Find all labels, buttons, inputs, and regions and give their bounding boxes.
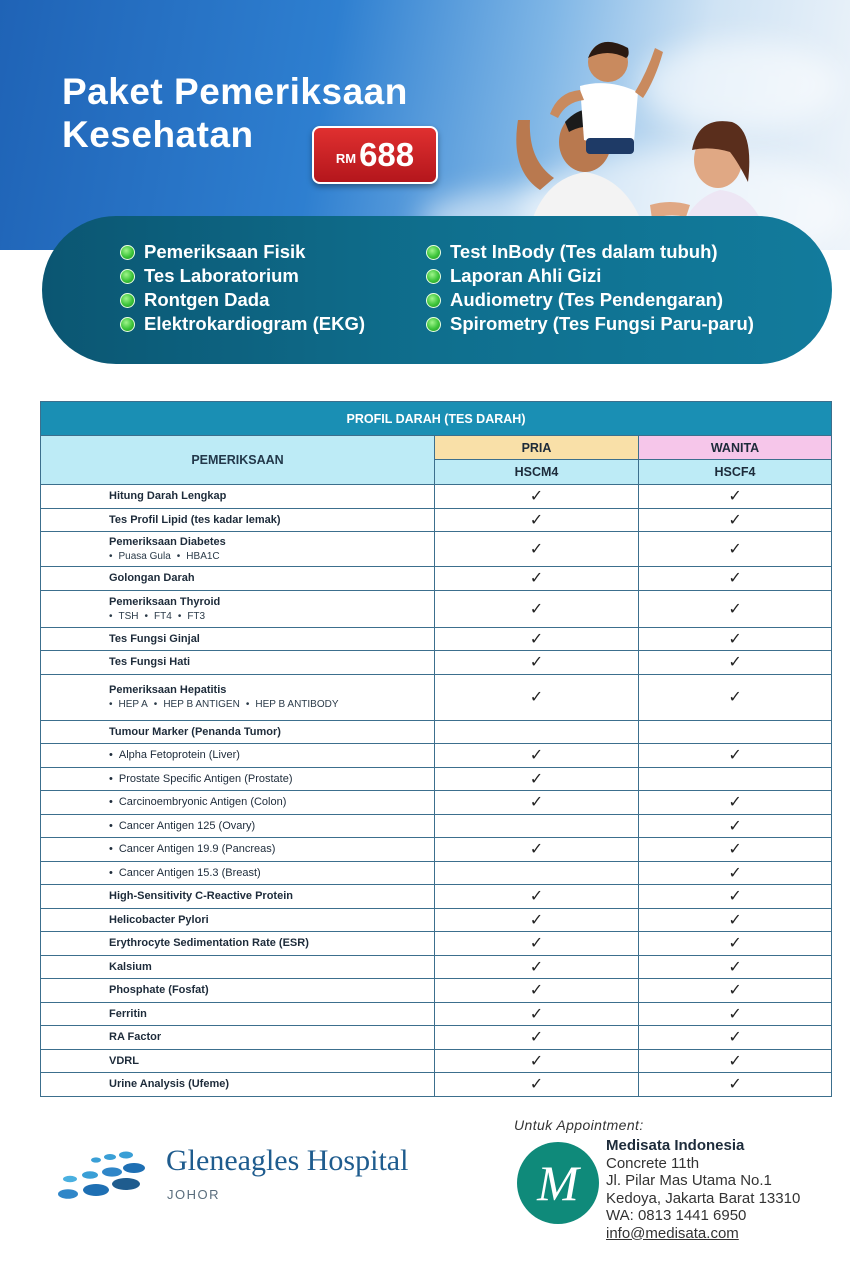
table-row	[41, 720, 832, 744]
check-icon: ✓	[728, 864, 742, 882]
exam-subitem: • HEP A	[109, 699, 148, 710]
table-row	[41, 932, 832, 956]
exam-subitem: • TSH	[109, 611, 139, 622]
exam-subitems	[109, 551, 434, 562]
wanita-check-cell	[639, 674, 832, 720]
check-icon: ✓	[529, 982, 544, 1000]
exam-name: Tes Profil Lipid (tes kadar lemak)	[109, 513, 281, 526]
pria-check-cell	[435, 1073, 639, 1097]
exam-name: • Alpha Fetoprotein (Liver)	[109, 749, 434, 761]
exam-name: Kalsium	[109, 960, 152, 973]
green-bullet-icon	[120, 317, 135, 332]
wanita-check-cell	[639, 651, 832, 675]
pria-check-cell	[435, 814, 639, 838]
check-icon: ✓	[529, 1029, 544, 1047]
column-header-pria: PRIA	[435, 436, 639, 460]
check-icon: ✓	[529, 541, 544, 558]
table-row	[41, 767, 832, 791]
benefit-item	[426, 288, 754, 312]
wanita-check-cell	[639, 508, 832, 532]
pria-check-cell	[435, 567, 639, 591]
exam-name-cell	[41, 744, 435, 768]
benefit-label: Pemeriksaan Fisik	[144, 241, 306, 262]
table-row	[41, 651, 832, 675]
check-icon: ✓	[728, 747, 742, 765]
check-icon: ✓	[728, 1076, 742, 1094]
title-line-2: Kesehatan	[62, 114, 254, 155]
check-icon: ✓	[529, 689, 544, 706]
benefit-item	[120, 312, 365, 336]
pria-check-cell	[435, 838, 639, 862]
hospital-location: JOHOR	[167, 1187, 220, 1202]
table-row	[41, 744, 832, 768]
exam-subitem: • HEP B ANTIGEN	[154, 699, 240, 710]
exam-name: Tumour Marker (Penanda Tumor)	[109, 725, 281, 738]
exam-name: Ferritin	[109, 1007, 147, 1020]
pria-check-cell	[435, 767, 639, 791]
exam-name: Helicobacter Pylori	[109, 913, 209, 926]
medisata-logo-icon	[517, 1142, 599, 1224]
exam-name: Tes Fungsi Hati	[109, 656, 191, 669]
check-icon: ✓	[728, 1005, 742, 1023]
wanita-check-cell	[639, 720, 832, 744]
exam-name-cell	[41, 767, 435, 791]
contact-block	[606, 1137, 800, 1242]
benefit-label: Test InBody (Tes dalam tubuh)	[450, 241, 718, 262]
check-icon: ✓	[529, 958, 544, 976]
price-currency: RM	[335, 150, 357, 166]
pria-check-cell	[435, 744, 639, 768]
exam-name-cell	[41, 791, 435, 815]
table-row	[41, 590, 832, 627]
green-bullet-icon	[120, 245, 135, 260]
price-amount: 688	[359, 136, 415, 173]
exam-name: • Carcinoembryonic Antigen (Colon)	[109, 796, 434, 808]
table-row	[41, 885, 832, 909]
table-row	[41, 627, 832, 651]
wanita-check-cell	[639, 932, 832, 956]
check-icon: ✓	[728, 630, 742, 648]
exam-name-cell	[41, 814, 435, 838]
check-icon: ✓	[529, 1005, 544, 1023]
wanita-check-cell	[639, 1073, 832, 1097]
check-icon: ✓	[728, 982, 742, 1000]
pria-check-cell	[435, 932, 639, 956]
table-row	[41, 1002, 832, 1026]
column-header-wanita: WANITA	[639, 436, 832, 460]
pria-check-cell	[435, 720, 639, 744]
check-icon: ✓	[728, 1029, 742, 1047]
exam-name-cell	[41, 532, 435, 567]
table-row	[41, 908, 832, 932]
benefit-item	[120, 264, 365, 288]
wanita-check-cell	[639, 532, 832, 567]
pria-check-cell	[435, 627, 639, 651]
check-icon: ✓	[728, 511, 742, 529]
table-row	[41, 955, 832, 979]
table-row	[41, 1026, 832, 1050]
check-icon: ✓	[728, 1052, 742, 1070]
benefit-label: Tes Laboratorium	[144, 265, 299, 286]
exam-name-cell	[41, 955, 435, 979]
pria-check-cell	[435, 885, 639, 909]
pria-check-cell	[435, 508, 639, 532]
check-icon: ✓	[529, 1076, 544, 1094]
table-row	[41, 674, 832, 720]
wanita-check-cell	[639, 791, 832, 815]
check-icon: ✓	[529, 911, 544, 929]
table-row	[41, 861, 832, 885]
pria-check-cell	[435, 791, 639, 815]
contact-address-1: Concrete 11th	[606, 1154, 700, 1172]
table-row	[41, 814, 832, 838]
check-icon: ✓	[529, 488, 544, 506]
green-bullet-icon	[426, 317, 441, 332]
check-icon: ✓	[728, 935, 742, 953]
check-icon: ✓	[728, 654, 742, 672]
table-row	[41, 485, 832, 509]
price-badge	[312, 126, 438, 184]
pria-check-cell	[435, 1026, 639, 1050]
pria-check-cell	[435, 532, 639, 567]
package-code-pria: HSCM4	[435, 460, 639, 485]
check-icon: ✓	[728, 794, 742, 812]
exam-name-cell	[41, 1073, 435, 1097]
exam-name: Urine Analysis (Ufeme)	[109, 1078, 230, 1091]
blood-profile-table	[40, 401, 832, 1097]
exam-subitems	[109, 611, 434, 622]
benefits-left-list	[120, 240, 365, 336]
pria-check-cell	[435, 590, 639, 627]
exam-name-cell	[41, 590, 435, 627]
exam-subitem: • FT4	[145, 611, 172, 622]
wanita-check-cell	[639, 885, 832, 909]
check-icon: ✓	[529, 600, 544, 618]
check-icon: ✓	[529, 570, 544, 588]
check-icon: ✓	[529, 654, 544, 672]
exam-name: Phosphate (Fosfat)	[109, 984, 209, 997]
green-bullet-icon	[426, 245, 441, 260]
benefit-label: Rontgen Dada	[144, 289, 270, 310]
exam-name-cell	[41, 1002, 435, 1026]
wanita-check-cell	[639, 767, 832, 791]
check-icon: ✓	[529, 511, 544, 529]
benefits-right-list	[426, 240, 754, 336]
exam-name: Golongan Darah	[109, 572, 195, 585]
pria-check-cell	[435, 674, 639, 720]
green-bullet-icon	[120, 293, 135, 308]
table-row	[41, 1049, 832, 1073]
exam-name: Tes Fungsi Ginjal	[109, 632, 200, 645]
benefit-item	[426, 312, 754, 336]
exam-subitem: • Puasa Gula	[109, 551, 171, 562]
check-icon: ✓	[529, 630, 544, 648]
benefit-item	[426, 264, 754, 288]
table-title: PROFIL DARAH (TES DARAH)	[41, 402, 832, 436]
exam-name-cell	[41, 651, 435, 675]
wanita-check-cell	[639, 838, 832, 862]
contact-phone: WA: 0813 1441 6950	[606, 1207, 747, 1224]
check-icon: ✓	[529, 1052, 544, 1070]
exam-name: • Cancer Antigen 19.9 (Pancreas)	[109, 843, 434, 855]
table-row	[41, 1073, 832, 1097]
check-icon: ✓	[728, 488, 742, 506]
exam-name-cell	[41, 508, 435, 532]
pria-check-cell	[435, 955, 639, 979]
check-icon: ✓	[728, 911, 742, 929]
wanita-check-cell	[639, 814, 832, 838]
exam-name-cell	[41, 861, 435, 885]
package-code-wanita: HSCF4	[639, 460, 832, 485]
exam-name-cell	[41, 627, 435, 651]
exam-name: Pemeriksaan Hepatitis	[109, 684, 227, 696]
wanita-check-cell	[639, 627, 832, 651]
table-row	[41, 838, 832, 862]
benefit-label: Elektrokardiogram (EKG)	[144, 313, 366, 334]
exam-name: • Prostate Specific Antigen (Prostate)	[109, 773, 434, 785]
check-icon: ✓	[529, 770, 544, 788]
wanita-check-cell	[639, 1026, 832, 1050]
wanita-check-cell	[639, 1049, 832, 1073]
pria-check-cell	[435, 485, 639, 509]
exam-name-cell	[41, 979, 435, 1003]
check-icon: ✓	[728, 689, 742, 706]
wanita-check-cell	[639, 744, 832, 768]
wanita-check-cell	[639, 1002, 832, 1026]
exam-name: Pemeriksaan Thyroid	[109, 595, 221, 608]
exam-subitem: • HEP B ANTIBODY	[246, 699, 339, 710]
pria-check-cell	[435, 651, 639, 675]
check-icon: ✓	[728, 958, 742, 976]
exam-name-cell	[41, 885, 435, 909]
exam-name-cell	[41, 485, 435, 509]
exam-name: • Cancer Antigen 15.3 (Breast)	[109, 867, 434, 879]
check-icon: ✓	[529, 794, 544, 812]
exam-subitems	[109, 699, 434, 710]
check-icon: ✓	[529, 888, 544, 906]
benefit-item	[426, 240, 754, 264]
table-row	[41, 979, 832, 1003]
exam-name-cell	[41, 908, 435, 932]
check-icon: ✓	[728, 541, 742, 558]
exam-name-cell	[41, 720, 435, 744]
contact-email-link[interactable]: info@medisata.com	[606, 1224, 739, 1242]
gleneagles-logo-icon	[52, 1148, 152, 1204]
wanita-check-cell	[639, 861, 832, 885]
green-bullet-icon	[120, 269, 135, 284]
check-icon: ✓	[529, 747, 544, 765]
exam-name: Pemeriksaan Diabetes	[109, 536, 226, 548]
exam-name: RA Factor	[109, 1031, 162, 1044]
benefit-item	[120, 288, 365, 312]
exam-subitem: • FT3	[178, 611, 205, 622]
green-bullet-icon	[426, 293, 441, 308]
green-bullet-icon	[426, 269, 441, 284]
wanita-check-cell	[639, 485, 832, 509]
exam-name-cell	[41, 1049, 435, 1073]
benefit-item	[120, 240, 365, 264]
exam-subitem: • HBA1C	[177, 551, 220, 562]
exam-name-cell	[41, 1026, 435, 1050]
wanita-check-cell	[639, 979, 832, 1003]
pria-check-cell	[435, 979, 639, 1003]
wanita-check-cell	[639, 590, 832, 627]
table-row	[41, 791, 832, 815]
exam-name-cell	[41, 567, 435, 591]
exam-name: • Cancer Antigen 125 (Ovary)	[109, 820, 434, 832]
check-icon: ✓	[529, 841, 544, 859]
table-row	[41, 567, 832, 591]
benefit-label: Audiometry (Tes Pendengaran)	[450, 289, 724, 310]
check-icon: ✓	[728, 817, 742, 835]
benefit-label: Laporan Ahli Gizi	[450, 265, 602, 286]
pria-check-cell	[435, 1002, 639, 1026]
exam-name-cell	[41, 932, 435, 956]
exam-name-cell	[41, 674, 435, 720]
exam-name: Hitung Darah Lengkap	[109, 490, 227, 503]
exam-name: VDRL	[109, 1054, 139, 1067]
benefit-label: Spirometry (Tes Fungsi Paru-paru)	[450, 313, 754, 334]
table-row	[41, 532, 832, 567]
contact-org: Medisata Indonesia	[606, 1137, 745, 1154]
appointment-label: Untuk Appointment:	[514, 1117, 644, 1133]
exam-name: Erythrocyte Sedimentation Rate (ESR)	[109, 937, 309, 950]
column-header-exam: PEMERIKSAAN	[41, 436, 435, 485]
wanita-check-cell	[639, 908, 832, 932]
wanita-check-cell	[639, 955, 832, 979]
table-title-row	[41, 402, 832, 436]
check-icon: ✓	[728, 570, 742, 588]
logo-letter: M	[537, 1155, 579, 1211]
pria-check-cell	[435, 1049, 639, 1073]
exam-name: High-Sensitivity C-Reactive Protein	[109, 890, 293, 903]
wanita-check-cell	[639, 567, 832, 591]
check-icon: ✓	[529, 935, 544, 953]
exam-name-cell	[41, 838, 435, 862]
pria-check-cell	[435, 908, 639, 932]
table-row	[41, 508, 832, 532]
check-icon: ✓	[728, 888, 742, 906]
table-header-row	[41, 436, 832, 460]
check-icon: ✓	[728, 600, 742, 618]
contact-address-2: Jl. Pilar Mas Utama No.1	[606, 1172, 772, 1189]
hospital-name: Gleneagles Hospital	[166, 1144, 409, 1177]
title-line-1: Paket Pemeriksaan	[62, 71, 408, 112]
contact-address-3: Kedoya, Jakarta Barat 13310	[606, 1189, 801, 1207]
pria-check-cell	[435, 861, 639, 885]
check-icon: ✓	[728, 841, 742, 859]
